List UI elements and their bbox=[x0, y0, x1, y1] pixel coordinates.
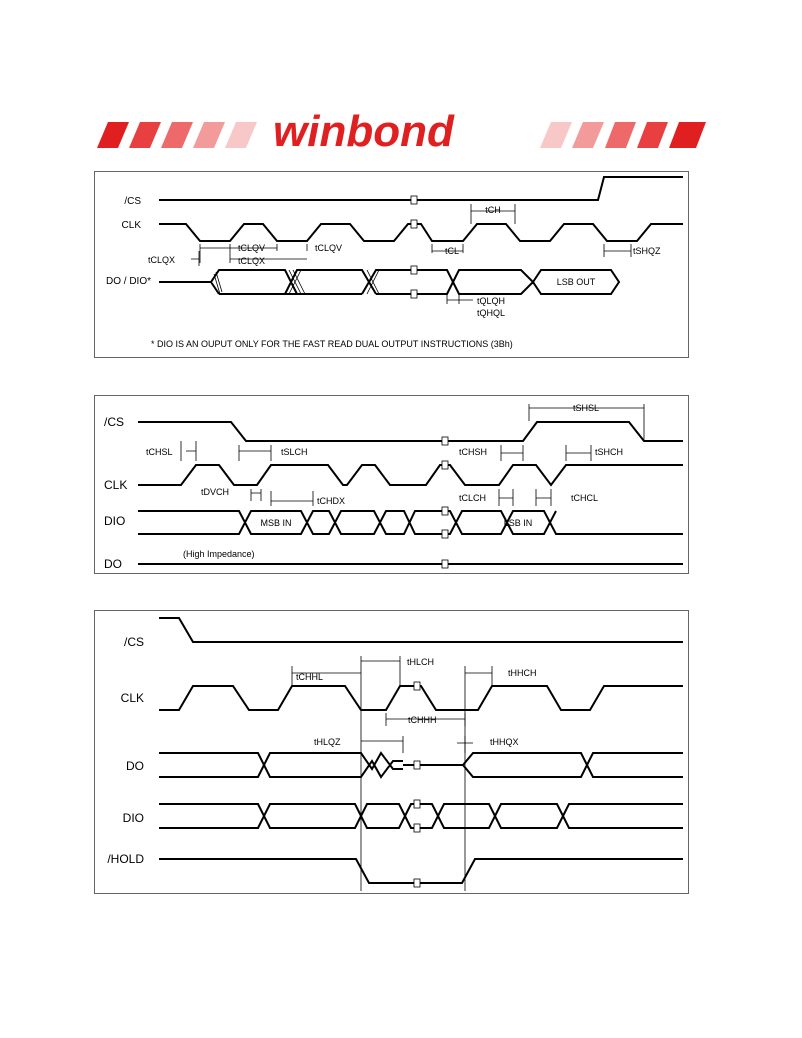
signal-label-do-dio: DO / DIO* bbox=[105, 276, 151, 287]
signal-label-cs: /CS bbox=[104, 415, 125, 429]
label-thhch: tHHCH bbox=[508, 668, 537, 678]
data-label-msb-in: MSB IN bbox=[260, 518, 292, 528]
label-tqlqh: tQLQH bbox=[477, 296, 506, 306]
signal-label-cs: /CS bbox=[124, 196, 141, 207]
signal-label-clk: CLK bbox=[120, 691, 144, 705]
signal-label-clk: CLK bbox=[121, 220, 141, 231]
label-tchdx: tCHDX bbox=[317, 496, 346, 506]
signal-label-do: DO bbox=[104, 557, 122, 571]
do-waveform bbox=[159, 270, 619, 294]
data-label-lsb-in: LSB IN bbox=[503, 518, 533, 528]
label-tch: tCH bbox=[485, 205, 501, 215]
signal-label-do: DO bbox=[126, 759, 144, 773]
label-thlch: tHLCH bbox=[407, 657, 435, 667]
footnote-dio-output: * DIO IS AN OUPUT ONLY FOR THE FAST READ DUAL OUTPUT INSTRUCTIONS (3Bh) bbox=[151, 339, 513, 349]
do-transition-hatch bbox=[214, 270, 379, 294]
label-thlqz: tHLQZ bbox=[314, 737, 341, 747]
label-tclch: tCLCH bbox=[459, 493, 487, 503]
label-tchhh: tCHHH bbox=[408, 715, 437, 725]
break-marks bbox=[411, 196, 417, 298]
cs-waveform bbox=[159, 618, 683, 642]
cs-waveform bbox=[159, 177, 683, 200]
signal-label-dio: DIO bbox=[122, 811, 144, 825]
dio-waveform bbox=[138, 511, 683, 534]
break-marks bbox=[414, 682, 420, 887]
label-tchsl: tCHSL bbox=[146, 447, 173, 457]
data-label-lsb-out: LSB OUT bbox=[556, 277, 596, 287]
winbond-logo bbox=[0, 0, 802, 170]
hold-waveform bbox=[159, 859, 683, 883]
label-tslch: tSLCH bbox=[281, 447, 308, 457]
input-timing-diagram bbox=[94, 395, 689, 574]
logo-stripes-right bbox=[540, 122, 706, 148]
timing-markers bbox=[191, 204, 631, 304]
label-tchcl: tCHCL bbox=[571, 493, 599, 503]
signal-label-dio: DIO bbox=[104, 514, 126, 528]
label-tdvch: tDVCH bbox=[201, 487, 230, 497]
label-tclqv-1: tCLQV bbox=[238, 243, 266, 253]
label-tshqz: tSHQZ bbox=[633, 246, 661, 256]
timing-markers bbox=[292, 656, 492, 891]
label-tcl: tCL bbox=[445, 246, 460, 256]
dio-waveform bbox=[159, 804, 683, 828]
label-tshsl: tSHSL bbox=[573, 403, 600, 413]
label-tchsh: tCHSH bbox=[459, 447, 488, 457]
signal-label-clk: CLK bbox=[104, 478, 128, 492]
break-marks bbox=[442, 437, 448, 568]
label-thhqx: tHHQX bbox=[490, 737, 519, 747]
signal-label-hold: /HOLD bbox=[107, 852, 144, 866]
clk-waveform bbox=[159, 224, 683, 241]
label-tclqx-2: tCLQX bbox=[238, 256, 266, 266]
timing-markers bbox=[181, 404, 644, 506]
output-timing-diagram bbox=[94, 171, 689, 358]
label-tshch: tSHCH bbox=[595, 447, 624, 457]
label-tchhl: tCHHL bbox=[296, 672, 324, 682]
high-impedance-note: (High Impedance) bbox=[183, 549, 255, 559]
label-tqhql: tQHQL bbox=[477, 308, 506, 318]
hold-timing-diagram bbox=[94, 610, 689, 894]
logo-wordmark: winbond bbox=[273, 107, 454, 156]
cs-waveform bbox=[138, 422, 683, 441]
clk-waveform bbox=[159, 686, 683, 710]
logo-stripes-left bbox=[97, 122, 257, 148]
clk-waveform bbox=[138, 465, 683, 485]
label-tclqv-2: tCLQV bbox=[315, 243, 343, 253]
label-tclqx-1: tCLQX bbox=[148, 255, 176, 265]
signal-label-cs: /CS bbox=[123, 635, 144, 649]
do-waveform bbox=[159, 753, 683, 777]
